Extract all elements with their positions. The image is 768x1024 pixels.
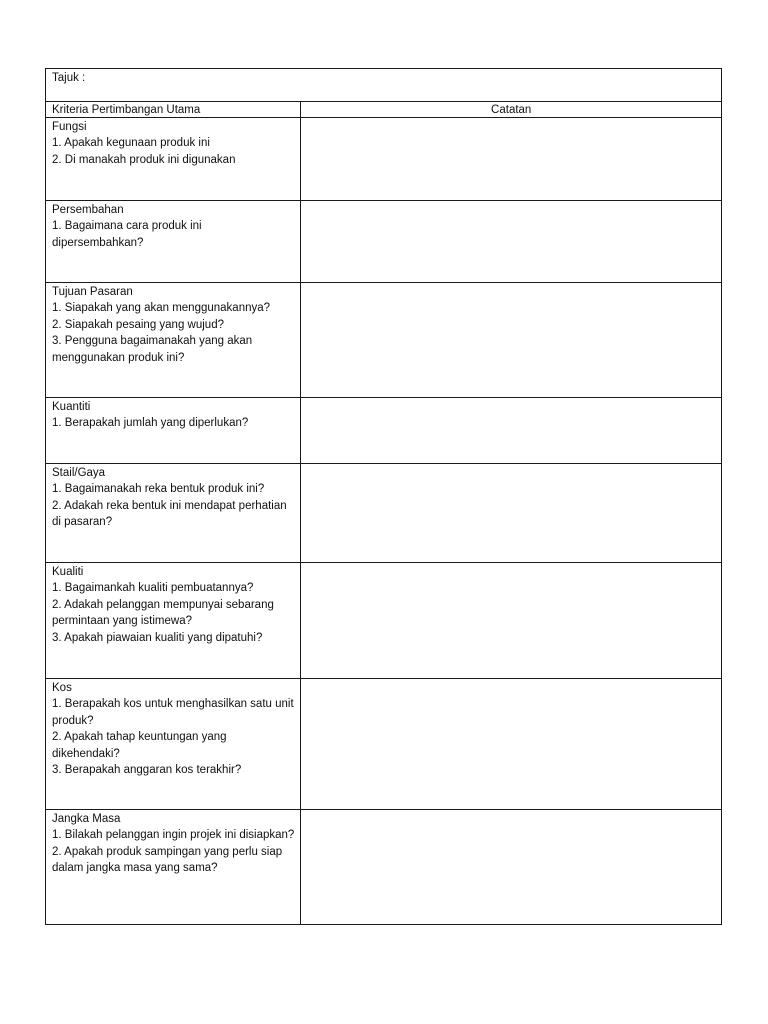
criteria-cell bbox=[46, 679, 301, 810]
question: 1. Berapakah jumlah yang diperlukan? bbox=[52, 417, 249, 430]
criteria-row-kuantiti bbox=[46, 398, 722, 464]
notes-cell-fungsi[interactable] bbox=[301, 118, 722, 201]
notes-cell-persembahan[interactable] bbox=[301, 201, 722, 283]
notes-cell-kos[interactable] bbox=[301, 679, 722, 810]
criteria-row-tujuan-pasaran bbox=[46, 283, 722, 398]
category-title: Fungsi bbox=[52, 121, 87, 133]
notes-cell-kuantiti[interactable] bbox=[301, 398, 722, 464]
question: 1. Bilakah pelanggan ingin projek ini disiapkan? bbox=[52, 829, 295, 842]
question: 2. Siapakah pesaing yang wujud? bbox=[52, 318, 224, 331]
question: 1. Bagaimana cara produk ini dipersembahkan? bbox=[52, 220, 202, 249]
question: 3. Apakah piawaian kualiti yang dipatuhi? bbox=[52, 631, 263, 644]
category-title: Kos bbox=[52, 682, 72, 694]
criteria-row-jangka-masa bbox=[46, 810, 722, 925]
criteria-form-table bbox=[45, 68, 722, 925]
criteria-row-stail-gaya bbox=[46, 464, 722, 563]
notes-cell-jangka-masa[interactable] bbox=[301, 810, 722, 925]
criteria-cell bbox=[46, 201, 301, 283]
question: 2. Apakah tahap keuntungan yang dikehendaki? bbox=[52, 731, 227, 760]
title-row bbox=[46, 69, 722, 102]
criteria-cell bbox=[46, 810, 301, 925]
criteria-cell bbox=[46, 398, 301, 464]
category-title: Kualiti bbox=[52, 566, 84, 578]
question: 2. Adakah pelanggan mempunyai sebarang permintaan yang istimewa? bbox=[52, 598, 274, 628]
notes-cell-tujuan-pasaran[interactable] bbox=[301, 283, 722, 398]
notes-cell-stail-gaya[interactable] bbox=[301, 464, 722, 563]
criteria-header: Kriteria Pertimbangan Utama bbox=[46, 102, 301, 118]
question: 1. Bagaimanakah reka bentuk produk ini? bbox=[52, 483, 265, 496]
criteria-cell bbox=[46, 464, 301, 563]
header-row bbox=[46, 102, 722, 118]
question: 1. Siapakah yang akan menggunakannya? bbox=[52, 302, 271, 315]
notes-header: Catatan bbox=[301, 102, 722, 118]
title-label: Tajuk : bbox=[52, 72, 86, 84]
category-title: Jangka Masa bbox=[52, 813, 121, 825]
question: 1. Apakah kegunaan produk ini bbox=[52, 137, 210, 150]
criteria-cell bbox=[46, 118, 301, 201]
criteria-row-kos bbox=[46, 679, 722, 810]
criteria-cell bbox=[46, 563, 301, 679]
question: 2. Adakah reka bentuk ini mendapat perhatian di pasaran? bbox=[52, 499, 287, 529]
criteria-row-kualiti bbox=[46, 563, 722, 679]
question: 2. Apakah produk sampingan yang perlu siap dalam jangka masa yang sama? bbox=[52, 845, 283, 875]
question: 1. Bagaimankah kualiti pembuatannya? bbox=[52, 582, 254, 595]
question: 1. Berapakah kos untuk menghasilkan satu unit produk? bbox=[52, 698, 294, 727]
title-cell[interactable] bbox=[46, 69, 722, 102]
category-title: Stail/Gaya bbox=[52, 467, 106, 479]
question: 2. Di manakah produk ini digunakan bbox=[52, 153, 236, 166]
notes-cell-kualiti[interactable] bbox=[301, 563, 722, 679]
question: 3. Berapakah anggaran kos terakhir? bbox=[52, 764, 242, 777]
category-title: Kuantiti bbox=[52, 401, 91, 413]
criteria-cell bbox=[46, 283, 301, 398]
question: 3. Pengguna bagaimanakah yang akan menggunakan produk ini? bbox=[52, 335, 253, 364]
criteria-row-fungsi bbox=[46, 118, 722, 201]
criteria-row-persembahan bbox=[46, 201, 722, 283]
category-title: Persembahan bbox=[52, 204, 124, 216]
category-title: Tujuan Pasaran bbox=[52, 286, 133, 298]
